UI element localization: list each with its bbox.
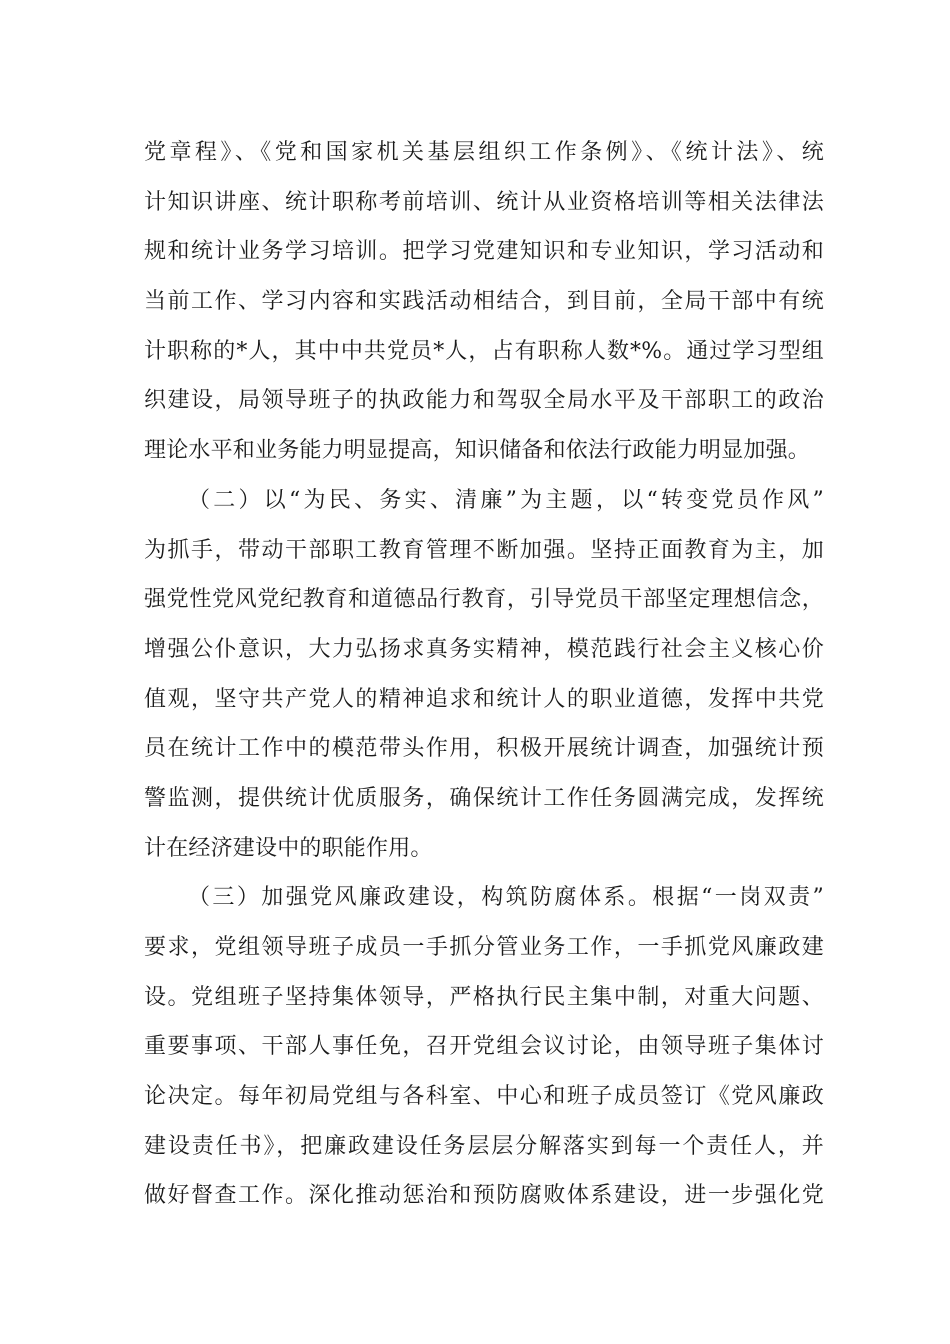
text-line: 要求，党组领导班子成员一手抓分管业务工作，一手抓党风廉政建	[144, 935, 824, 960]
text-line: 党章程》、《党和国家机关基层组织工作条例》、《统计法》、统	[144, 140, 824, 165]
section-heading-line: （二）以“为民、务实、清廉”为主题，以“转变党员作风”	[188, 487, 824, 513]
text-line: 值观，坚守共产党人的精神追求和统计人的职业道德，发挥中共党	[144, 686, 824, 712]
text-line: 计在经济建设中的职能作用。	[144, 835, 433, 861]
text-line: 做好督查工作。深化推动惩治和预防腐败体系建设，进一步强化党	[144, 1183, 824, 1209]
text-line: 织建设，局领导班子的执政能力和驾驭全局水平及干部职工的政治	[144, 388, 824, 414]
text-line: 警监测，提供统计优质服务，确保统计工作任务圆满完成，发挥统	[144, 785, 824, 811]
text-line: 计职称的*人，其中中共党员*人，占有职称人数*%。通过学习型组	[144, 338, 824, 364]
text-line: 计知识讲座、统计职称考前培训、统计从业资格培训等相关法律法	[144, 189, 824, 215]
text-line: 论决定。每年初局党组与各科室、中心和班子成员签订《党风廉政	[144, 1084, 824, 1110]
text-line: 员在统计工作中的模范带头作用，积极开展统计调查，加强统计预	[144, 736, 824, 762]
text-line: 为抓手，带动干部职工教育管理不断加强。坚持正面教育为主，加	[144, 537, 824, 563]
document-body	[144, 132, 824, 1225]
text-line: 当前工作、学习内容和实践活动相结合，到目前，全局干部中有统	[144, 289, 824, 315]
text-line: 规和统计业务学习培训。把学习党建知识和专业知识，学习活动和	[144, 239, 824, 265]
text-line: 重要事项、干部人事任免，召开党组会议讨论，由领导班子集体讨	[144, 1034, 824, 1060]
text-line: 设。党组班子坚持集体领导，严格执行民主集中制，对重大问题、	[144, 984, 824, 1010]
text-line: 强党性党风党纪教育和道德品行教育，引导党员干部坚定理想信念，	[144, 587, 824, 613]
section-heading-line: （三）加强党风廉政建设，构筑防腐体系。根据“一岗双责”	[188, 885, 824, 911]
text-line: 增强公仆意识，大力弘扬求真务实精神，模范践行社会主义核心价	[144, 636, 824, 662]
text-line: 建设责任书》，把廉政建设任务层层分解落实到每一个责任人，并	[144, 1133, 824, 1159]
text-line: 理论水平和业务能力明显提高，知识储备和依法行政能力明显加强。	[144, 438, 811, 464]
